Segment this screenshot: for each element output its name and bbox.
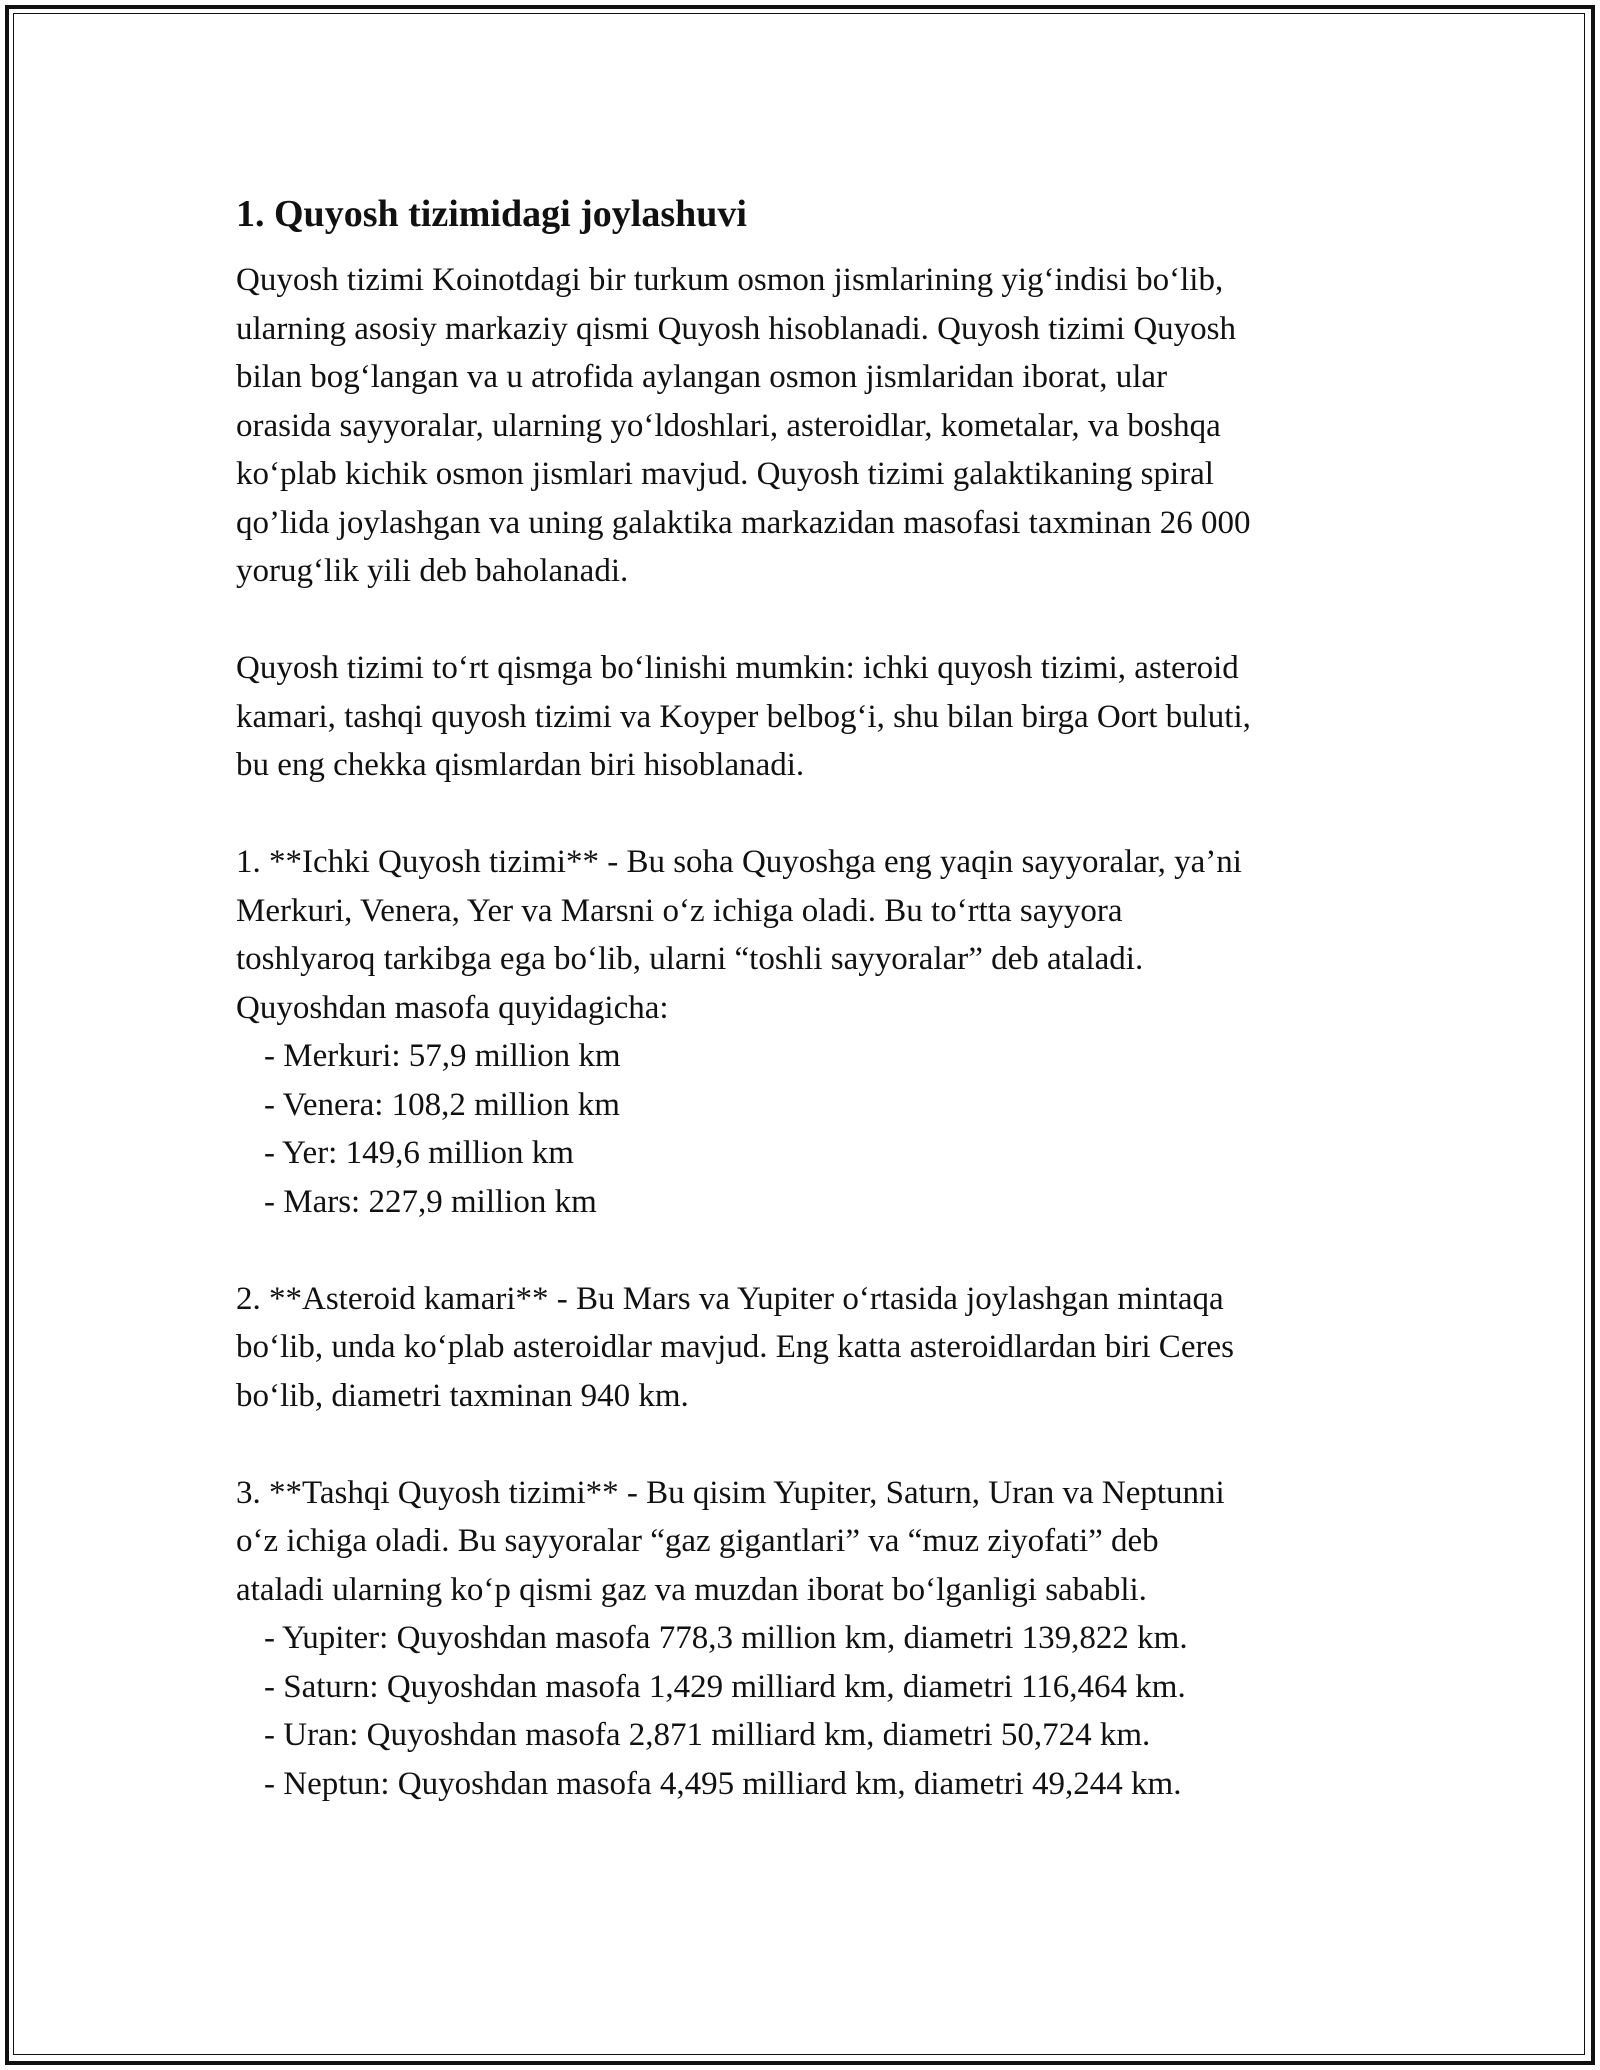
intro-paragraph-1 (236, 256, 1386, 596)
paragraph-spacer (236, 1420, 1386, 1469)
list-item: - Saturn: Quyoshdan masofa 1,429 milliard km, diametri 116,464 km. (264, 1668, 1186, 1705)
text-line: o‘z ichiga oladi. Bu sayyoralar “gaz gigantlari” va “muz ziyofati” deb (236, 1523, 1159, 1559)
list-item: - Mars: 227,9 million km (264, 1183, 597, 1220)
text-line: bu eng chekka qismlardan biri hisoblanadi. (236, 747, 805, 783)
outer-solar-system-section (236, 1469, 1386, 1809)
text-line: toshlyaroq tarkibga ega bo‘lib, ularni “toshli sayyoralar” deb ataladi. (236, 941, 1144, 977)
inner-solar-system-section (236, 838, 1386, 1226)
list-item: - Uran: Quyoshdan masofa 2,871 milliard km, diametri 50,724 km. (264, 1717, 1151, 1753)
text-line: ataladi ularning ko‘p qismi gaz va muzdan iborat bo‘lganligi sababli. (236, 1571, 1147, 1608)
text-line: 3. **Tashqi Quyosh tizimi** - Bu qisim Yupiter, Saturn, Uran va Neptunni (236, 1474, 1225, 1511)
list-item: - Neptun: Quyoshdan masofa 4,495 milliard km, diametri 49,244 km. (264, 1765, 1182, 1802)
text-line: bo‘lib, unda ko‘plab asteroidlar mavjud. Eng katta asteroidlardan biri Ceres (236, 1329, 1234, 1365)
paragraph-spacer (236, 596, 1386, 645)
asteroid-belt-section (236, 1275, 1386, 1421)
intro-paragraph-2 (236, 644, 1386, 790)
text-line: Quyosh tizimi Koinotdagi bir turkum osmon jismlarining yig‘indisi bo‘lib, (236, 262, 1224, 298)
text-line: 1. **Ichki Quyosh tizimi** - Bu soha Quyoshga eng yaqin sayyoralar, ya’ni (236, 844, 1242, 880)
text-line: Merkuri, Venera, Yer va Marsni o‘z ichiga oladi. Bu to‘rtta sayyora (236, 892, 1123, 929)
text-line: bo‘lib, diametri taxminan 940 km. (236, 1377, 689, 1414)
list-item: - Venera: 108,2 million km (264, 1086, 620, 1123)
text-line: ko‘plab kichik osmon jismlari mavjud. Quyosh tizimi galaktikaning spiral (236, 456, 1214, 492)
text-line: qo’lida joylashgan va uning galaktika markazidan masofasi taxminan 26 000 (236, 504, 1251, 541)
paragraph-spacer (236, 790, 1386, 839)
paragraph-spacer (236, 1226, 1386, 1275)
text-line: ularning asosiy markaziy qismi Quyosh hisoblanadi. Quyosh tizimi Quyosh (236, 310, 1236, 347)
text-line: Quyosh tizimi to‘rt qismga bo‘linishi mumkin: ichki quyosh tizimi, asteroid (236, 650, 1239, 686)
text-line: orasida sayyoralar, ularning yo‘ldoshlari, asteroidlar, kometalar, va boshqa (236, 407, 1221, 444)
text-line: bilan bog‘langan va u atrofida aylangan osmon jismlaridan iborat, ular (236, 359, 1168, 395)
text-line: yorug‘lik yili deb baholanadi. (236, 553, 629, 589)
text-line: 2. **Asteroid kamari** - Bu Mars va Yupiter o‘rtasida joylashgan mintaqa (236, 1280, 1224, 1317)
text-line: kamari, tashqi quyosh tizimi va Koyper belbog‘i, shu bilan birga Oort buluti, (236, 698, 1251, 735)
list-item: - Yupiter: Quyoshdan masofa 778,3 million km, diametri 139,822 km. (264, 1620, 1188, 1656)
list-item: - Merkuri: 57,9 million km (264, 1038, 621, 1074)
section-heading: 1. Quyosh tizimidagi joylashuvi (236, 193, 747, 235)
text-line: Quyoshdan masofa quyidagicha: (236, 989, 669, 1026)
document-body (236, 188, 1386, 1808)
list-item: - Yer: 149,6 million km (264, 1135, 574, 1171)
